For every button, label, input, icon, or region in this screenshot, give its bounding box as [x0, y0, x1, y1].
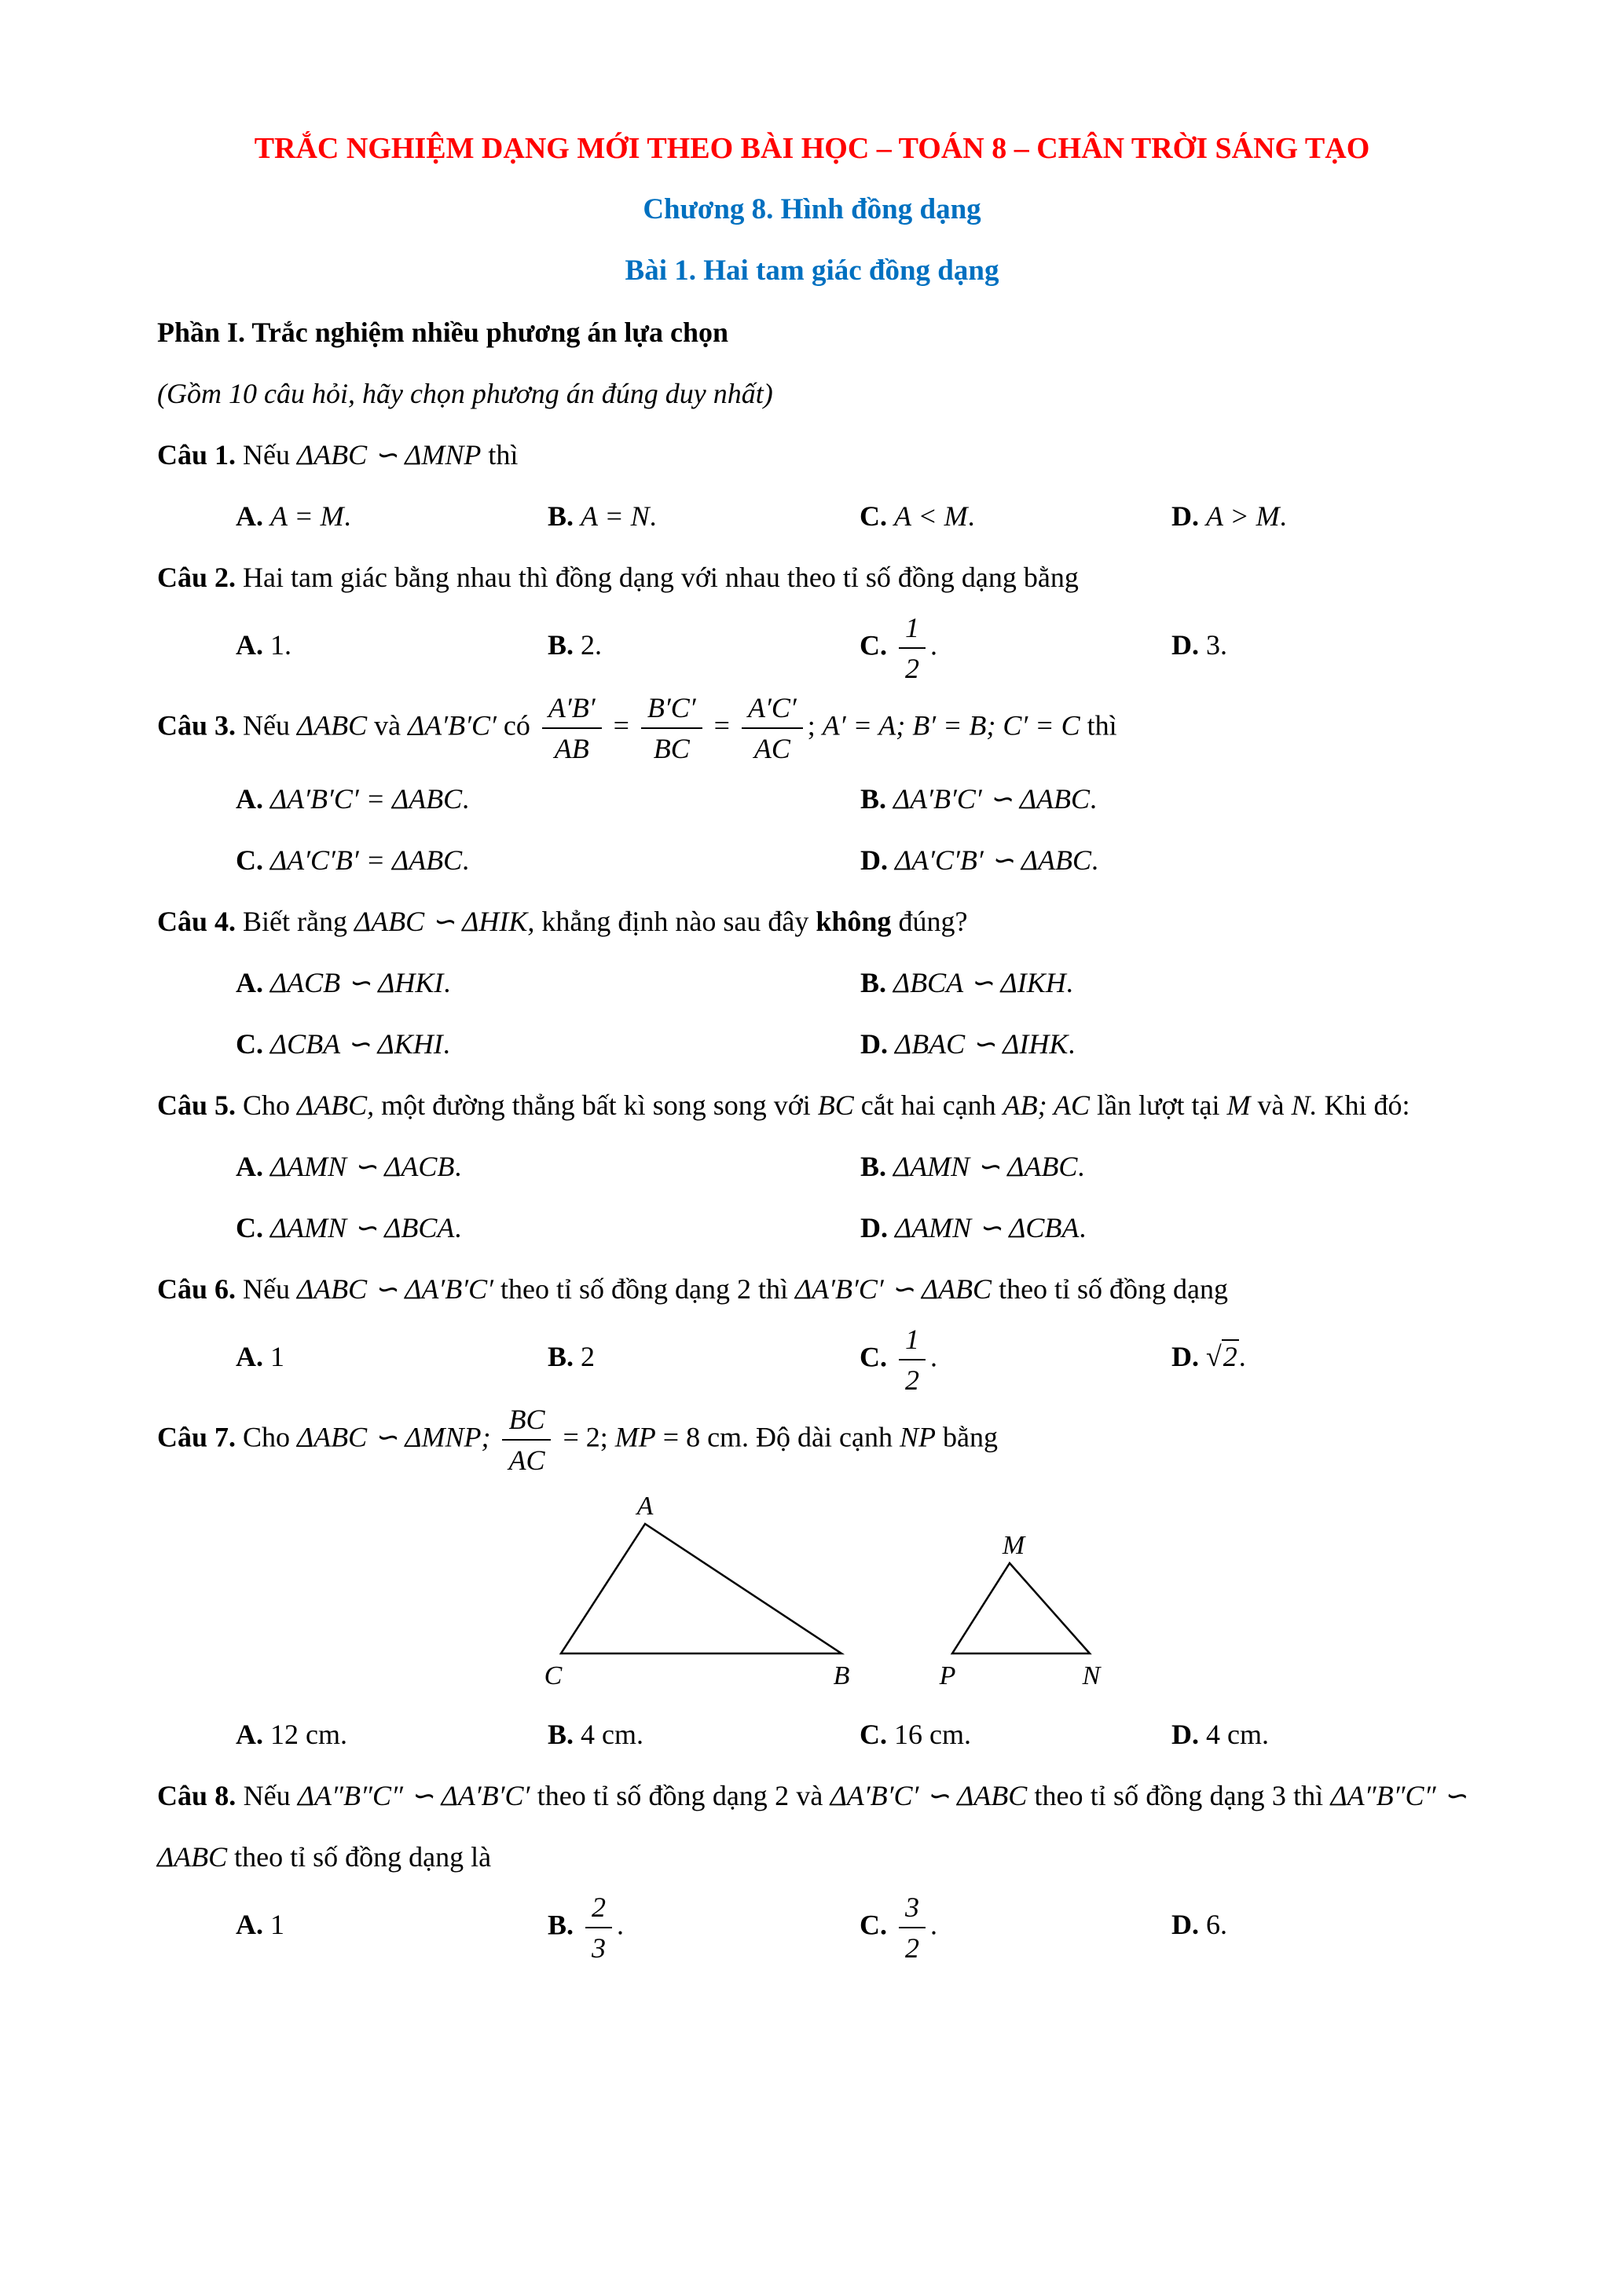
- math-text: ΔAMN ∽ ΔABC: [893, 1151, 1078, 1182]
- option-1-D: D. A > M.: [1171, 500, 1287, 532]
- vertex-label: P: [939, 1661, 956, 1690]
- option-7-A: A. 12 cm.: [236, 1719, 347, 1750]
- question-list: [157, 424, 1467, 1968]
- vertex-label: N: [1082, 1661, 1101, 1690]
- question-label: Câu 1.: [157, 439, 244, 471]
- option-label: C.: [236, 1028, 270, 1060]
- question-stem: Câu 2. Hai tam giác bằng nhau thì đồng dạng với nhau theo tỉ số đồng dạng bằng: [157, 562, 1079, 593]
- triangles-figure: [534, 1492, 1467, 1697]
- options-row: [157, 768, 1467, 829]
- question-stem: Câu 7. Cho ΔABC ∽ ΔMNP; $\frac{BC}{AC}$ = 2; MP = 8 cm. Độ dài cạnh NP bằng: [157, 1400, 1467, 1480]
- option-label: A.: [236, 1719, 270, 1750]
- option-3-A: A. ΔA′B′C′ = ΔABC.: [236, 783, 470, 815]
- option-6-B: B. 2: [548, 1341, 596, 1373]
- option-label: D.: [1171, 500, 1206, 532]
- vertex-label: C: [544, 1661, 563, 1690]
- math-text: ΔA′B′C′ ∽ ΔABC: [830, 1780, 1028, 1811]
- fraction-numerator: 1: [905, 1324, 919, 1355]
- question-7: [157, 1400, 1467, 1765]
- fraction-denominator: 2: [899, 647, 926, 688]
- math-text: ΔA′C′B′ = ΔABC: [270, 844, 463, 876]
- option-label: D.: [1171, 629, 1206, 661]
- fraction-numerator: B′C′: [647, 692, 696, 723]
- math-text: ΔAMN ∽ ΔCBA: [895, 1212, 1080, 1243]
- option-7-B: B. 4 cm.: [548, 1719, 643, 1750]
- option-6-D: D. √2.: [1171, 1341, 1246, 1373]
- math-text: ΔBAC ∽ ΔIHK: [895, 1028, 1069, 1060]
- math-text: A = M: [270, 500, 344, 532]
- option-6-C: C. $\frac{1}{2}$ .: [860, 1320, 1171, 1400]
- math-text: ΔABC ∽ ΔMNP: [297, 439, 482, 471]
- triangle-shape: [952, 1563, 1090, 1653]
- math-text: A = N: [581, 500, 650, 532]
- option-2-C: C. $\frac{1}{2}$ .: [860, 608, 1171, 688]
- option-label: B.: [860, 1151, 894, 1182]
- fraction-numerator: A′B′: [548, 692, 596, 723]
- options-row: [157, 1888, 1467, 1968]
- fraction: [742, 688, 803, 768]
- question-stem: Câu 8. Nếu ΔA″B″C″ ∽ ΔA′B′C′ theo tỉ số đồng dạng 2 và ΔA′B′C′ ∽ ΔABC theo tỉ số đồng dạng 3 thì ΔA″B″C″ ∽ ΔABC theo tỉ số đồng dạng là: [157, 1780, 1468, 1873]
- fraction: [542, 688, 602, 768]
- fraction-denominator: 2: [899, 1359, 926, 1400]
- option-label: B.: [548, 1341, 581, 1373]
- triangles-svg: [534, 1492, 1131, 1690]
- option-2-D: D. 3.: [1171, 629, 1227, 661]
- math-text: ΔA′B′C′ = ΔABC: [270, 783, 463, 815]
- option-5-D: D. ΔAMN ∽ ΔCBA.: [860, 1212, 1087, 1243]
- question-3: [157, 688, 1467, 891]
- option-label: C.: [860, 1719, 894, 1750]
- question-label: Câu 5.: [157, 1089, 244, 1121]
- math-text: A > M: [1206, 500, 1280, 532]
- option-8-C: C. $\frac{3}{2}$ .: [860, 1888, 1171, 1968]
- option-label: D.: [1171, 1909, 1206, 1941]
- options-row: [157, 829, 1467, 891]
- bold-text: không: [816, 906, 892, 937]
- fraction: [585, 1888, 612, 1968]
- option-label: B.: [548, 1909, 581, 1941]
- lesson-heading: Bài 1. Hai tam giác đồng dạng: [625, 255, 999, 287]
- option-5-C: C. ΔAMN ∽ ΔBCA.: [236, 1212, 462, 1243]
- math-text: ΔA′B′C′ ∽ ΔABC: [893, 783, 1091, 815]
- math-text: ΔBCA ∽ ΔIKH: [893, 967, 1066, 998]
- option-label: A.: [236, 500, 270, 532]
- question-2: [157, 547, 1467, 688]
- option-4-C: C. ΔCBA ∽ ΔKHI.: [236, 1028, 450, 1060]
- fraction: [641, 688, 702, 768]
- options-row: [157, 485, 1467, 547]
- options-row: [157, 1704, 1467, 1765]
- question-label: Câu 4.: [157, 906, 244, 937]
- option-2-A: A. 1.: [236, 629, 291, 661]
- question-label: Câu 3.: [157, 709, 244, 742]
- radicand: 2: [1223, 1341, 1237, 1373]
- option-1-A: A. A = M.: [236, 500, 351, 532]
- option-label: D.: [1171, 1341, 1206, 1373]
- option-label: A.: [236, 1151, 270, 1182]
- option-6-A: A. 1: [236, 1341, 284, 1373]
- math-text: M: [1226, 1089, 1251, 1121]
- fraction-denominator: AC: [742, 727, 803, 768]
- question-stem: Câu 4. Biết rằng ΔABC ∽ ΔHIK, khẳng định nào sau đây không đúng?: [157, 906, 968, 937]
- option-5-B: B. ΔAMN ∽ ΔABC.: [860, 1151, 1085, 1182]
- math-text: AB; AC: [1003, 1089, 1090, 1121]
- options-row: [157, 608, 1467, 688]
- option-4-D: D. ΔBAC ∽ ΔIHK.: [860, 1028, 1076, 1060]
- vertex-label: B: [833, 1661, 850, 1690]
- question-8: [157, 1765, 1467, 1968]
- fraction-numerator: 1: [905, 612, 919, 643]
- fraction-denominator: AC: [502, 1439, 551, 1480]
- option-3-B: B. ΔA′B′C′ ∽ ΔABC.: [860, 783, 1098, 815]
- option-label: B.: [860, 783, 894, 815]
- math-text: ΔAMN ∽ ΔBCA: [270, 1212, 455, 1243]
- fraction: [502, 1400, 551, 1480]
- option-3-C: C. ΔA′C′B′ = ΔABC.: [236, 844, 470, 876]
- fraction-denominator: BC: [641, 727, 702, 768]
- vertex-label: M: [1002, 1531, 1025, 1560]
- question-6: [157, 1258, 1467, 1400]
- math-text: MP: [614, 1421, 656, 1453]
- fraction-numerator: A′C′: [747, 692, 797, 723]
- math-text: N.: [1291, 1089, 1318, 1121]
- fraction-numerator: 3: [905, 1891, 919, 1923]
- document-title: TRẮC NGHIỆM DẠNG MỚI THEO BÀI HỌC – TOÁN 8 – CHÂN TRỜI SÁNG TẠO: [254, 132, 1370, 165]
- part-heading: Phần I. Trắc nghiệm nhiều phương án lựa chọn: [157, 317, 728, 348]
- math-text: ΔA′C′B′ ∽ ΔABC: [895, 844, 1092, 876]
- option-label: C.: [860, 629, 894, 661]
- option-label: B.: [860, 967, 894, 998]
- option-label: B.: [548, 1719, 581, 1750]
- fraction: [899, 1320, 926, 1400]
- option-8-A: A. 1: [236, 1909, 284, 1941]
- option-label: A.: [236, 967, 270, 998]
- options-row: [157, 1320, 1467, 1400]
- fraction-denominator: 2: [899, 1927, 926, 1968]
- option-label: A.: [236, 783, 270, 815]
- question-label: Câu 7.: [157, 1421, 244, 1453]
- math-text: ΔA″B″C″ ∽ ΔA′B′C′: [297, 1780, 530, 1811]
- math-text: ΔABC ∽ ΔA′B′C′: [297, 1273, 494, 1305]
- option-label: A.: [236, 1341, 270, 1373]
- question-stem: Câu 3. Nếu ΔABC và ΔA′B′C′ có $\frac{A'B'}{AB}$ = $\frac{B'C'}{BC}$ = $\frac{A'C'}{AC}$ ; A′ = A; B′ = B; C′ = C thì: [157, 688, 1467, 768]
- option-label: C.: [236, 844, 270, 876]
- math-text: ΔABC: [297, 709, 368, 742]
- math-text: ΔA″B″C″ ∽ ΔABC: [157, 1780, 1468, 1873]
- question-5: [157, 1075, 1467, 1258]
- radical-sign: √: [1206, 1341, 1222, 1373]
- option-label: D.: [860, 844, 895, 876]
- option-label: C.: [860, 1909, 894, 1941]
- option-4-B: B. ΔBCA ∽ ΔIKH.: [860, 967, 1073, 998]
- options-row: [157, 1136, 1467, 1197]
- options-row: [157, 1013, 1467, 1075]
- math-text: ΔACB ∽ ΔHKI: [270, 967, 444, 998]
- fraction-numerator: 2: [592, 1891, 607, 1923]
- question-stem: Câu 1. Nếu ΔABC ∽ ΔMNP thì: [157, 439, 519, 471]
- option-3-D: D. ΔA′C′B′ ∽ ΔABC.: [860, 844, 1099, 876]
- option-label: D.: [1171, 1719, 1206, 1750]
- option-label: B.: [548, 500, 581, 532]
- math-text: NP: [899, 1421, 936, 1453]
- options-row: [157, 952, 1467, 1013]
- math-text: BC: [817, 1089, 854, 1121]
- option-2-B: B. 2.: [548, 629, 603, 661]
- option-label: C.: [860, 1341, 894, 1373]
- math-text: A < M: [894, 500, 968, 532]
- question-label: Câu 8.: [157, 1780, 244, 1811]
- question-stem: Câu 5. Cho ΔABC, một đường thẳng bất kì song song với BC cắt hai cạnh AB; AC lần lượt tại M và N. Khi đó:: [157, 1089, 1410, 1121]
- option-4-A: A. ΔACB ∽ ΔHKI.: [236, 967, 451, 998]
- math-text: ΔCBA ∽ ΔKHI: [270, 1028, 443, 1060]
- square-root: [1206, 1339, 1239, 1372]
- fraction: [899, 1888, 926, 1968]
- question-4: [157, 891, 1467, 1075]
- option-label: C.: [860, 500, 894, 532]
- option-1-B: B. A = N.: [548, 500, 657, 532]
- question-stem: Câu 6. Nếu ΔABC ∽ ΔA′B′C′ theo tỉ số đồng dạng 2 thì ΔA′B′C′ ∽ ΔABC theo tỉ số đồng dạng: [157, 1273, 1229, 1305]
- math-text: ΔA′B′C′: [408, 709, 497, 742]
- option-7-D: D. 4 cm.: [1171, 1719, 1269, 1750]
- math-text: ΔA′B′C′ ∽ ΔABC: [795, 1273, 992, 1305]
- math-text: ΔABC,: [297, 1089, 375, 1121]
- option-label: B.: [548, 629, 581, 661]
- triangle-shape: [561, 1524, 841, 1653]
- option-label: D.: [860, 1028, 895, 1060]
- question-label: Câu 2.: [157, 562, 244, 593]
- question-1: [157, 424, 1467, 547]
- option-label: A.: [236, 1909, 270, 1941]
- option-label: C.: [236, 1212, 270, 1243]
- math-text: A′ = A; B′ = B; C′ = C: [822, 709, 1080, 742]
- question-label: Câu 6.: [157, 1273, 244, 1305]
- fraction-denominator: AB: [542, 727, 602, 768]
- vertex-label: A: [636, 1492, 654, 1521]
- chapter-heading: Chương 8. Hình đồng dạng: [643, 193, 981, 225]
- fraction-numerator: BC: [508, 1404, 545, 1435]
- fraction: [899, 608, 926, 688]
- math-text: ΔAMN ∽ ΔACB: [270, 1151, 455, 1182]
- option-1-C: C. A < M.: [860, 500, 975, 532]
- options-row: [157, 1197, 1467, 1258]
- math-text: ΔABC ∽ ΔHIK,: [354, 906, 535, 937]
- option-7-C: C. 16 cm.: [860, 1719, 971, 1750]
- option-8-B: B. $\frac{2}{3}$ .: [548, 1888, 860, 1968]
- option-label: D.: [860, 1212, 895, 1243]
- option-8-D: D. 6.: [1171, 1909, 1227, 1941]
- fraction-denominator: 3: [585, 1927, 612, 1968]
- math-text: ΔABC ∽ ΔMNP;: [297, 1421, 491, 1453]
- part-note: (Gồm 10 câu hỏi, hãy chọn phương án đúng duy nhất): [157, 378, 773, 409]
- option-5-A: A. ΔAMN ∽ ΔACB.: [236, 1151, 462, 1182]
- option-label: A.: [236, 629, 270, 661]
